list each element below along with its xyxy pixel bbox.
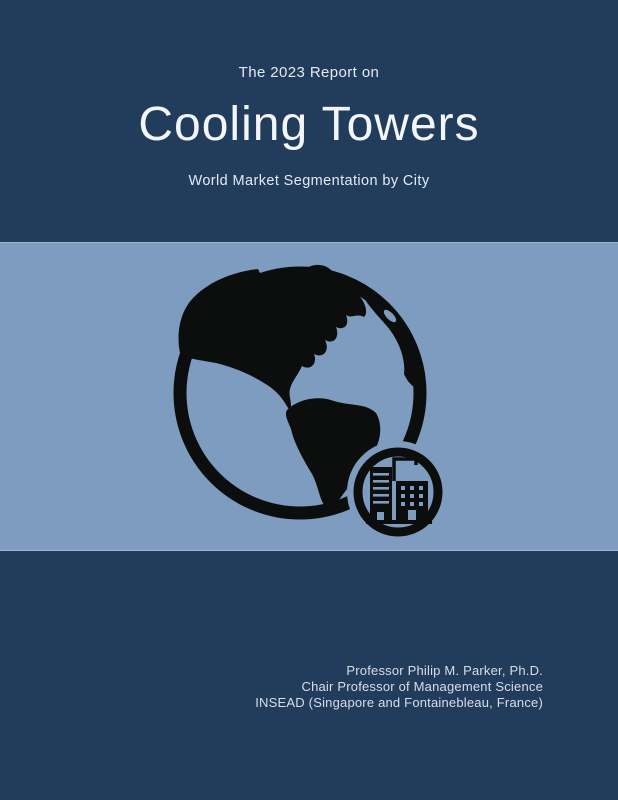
report-eyebrow: The 2023 Report on (238, 64, 380, 81)
cover-art-band (0, 242, 618, 551)
report-title: Cooling Towers (138, 98, 480, 151)
author-institution: INSEAD (Singapore and Fontainebleau, France) (255, 694, 543, 710)
author-block (255, 663, 543, 710)
author-title: Chair Professor of Management Science (301, 678, 543, 694)
north-america-shape (179, 265, 367, 411)
globe-svg (140, 233, 460, 563)
author-name: Professor Philip M. Parker, Ph.D. (346, 663, 543, 678)
globe-americas-icon (140, 233, 460, 563)
report-subtitle: World Market Segmentation by City (188, 173, 430, 189)
